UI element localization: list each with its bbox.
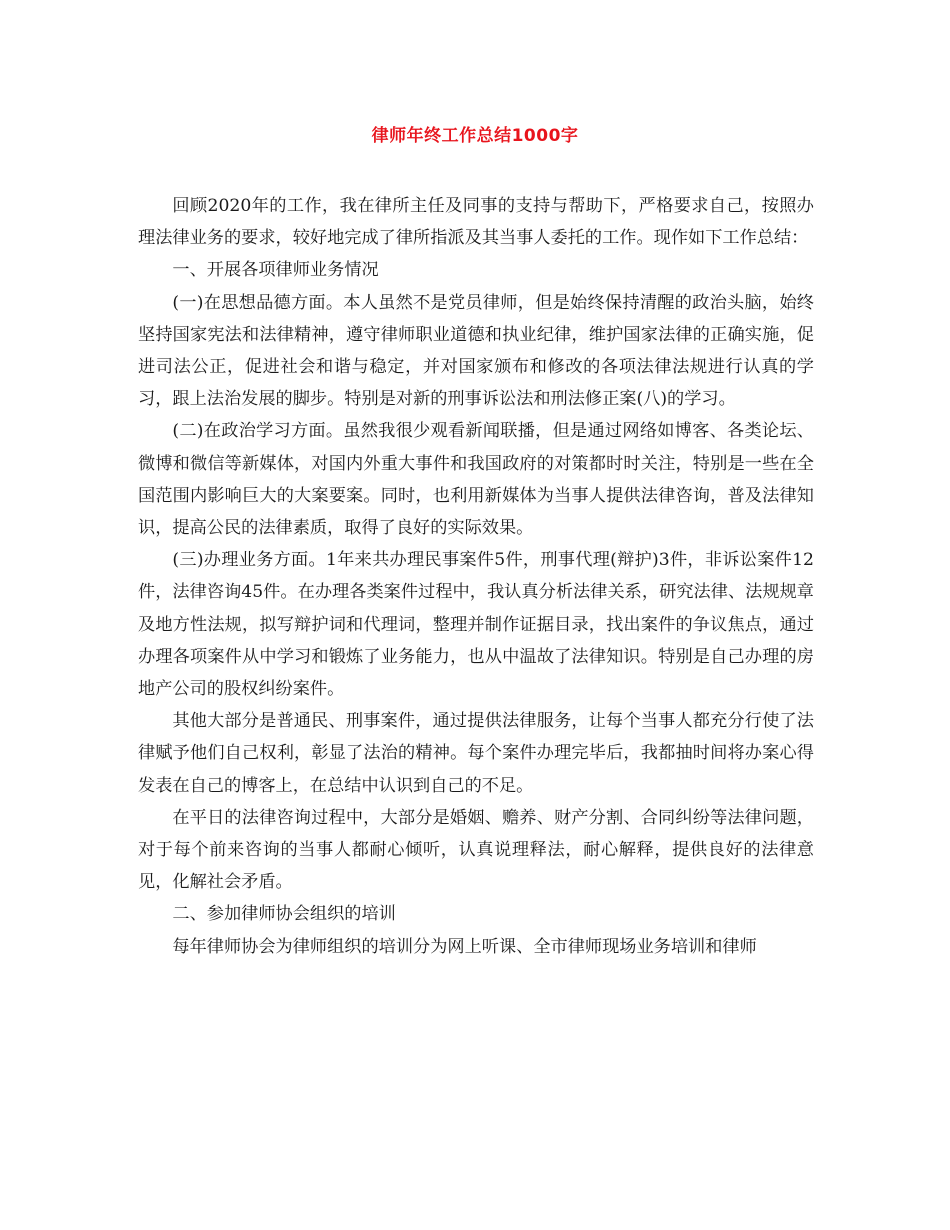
section-heading-1: 一、开展各项律师业务情况 — [172, 260, 379, 281]
paragraph-ideology: (一)在思想品德方面。本人虽然不是党员律师，但是始终保持清醒的政治头脑，始终坚持国家宪法和法律精神，遵守律师职业道德和执业纪律，维护国家法律的正确实施，促进司法公正，促进社会和谐与稳定，并对国家颁布和修改的各项法律法规进行认真的学习，跟上法治发展的脚步。特别是对新的刑事诉讼法和刑法修正案(八)的学习。 — [138, 292, 814, 410]
document-title: 律师年终工作总结1000字 — [371, 126, 579, 146]
paragraph-political-study: (二)在政治学习方面。虽然我很少观看新闻联播，但是通过网络如博客、各类论坛、微博和微信等新媒体，对国内外重大事件和我国政府的对策都时时关注，特别是一些在全国范围内影响巨大的大案要案。同时，也利用新媒体为当事人提供法律咨询，普及法律知识，提高公民的法律素质，取得了良好的实际效果。 — [138, 421, 814, 539]
paragraph-consultation: 在平日的法律咨询过程中，大部分是婚姻、赡养、财产分割、合同纠纷等法律问题，对于每个前来咨询的当事人都耐心倾听，认真说理释法，耐心解释，提供良好的法律意见，化解社会矛盾。 — [138, 807, 814, 893]
document-body — [138, 190, 814, 963]
paragraph-other-cases: 其他大部分是普通民、刑事案件，通过提供法律服务，让每个当事人都充分行使了法律赋予他们自己权利，彰显了法治的精神。每个案件办理完毕后，我都抽时间将办案心得发表在自己的博客上，在总结中认识到自己的不足。 — [138, 711, 814, 796]
paragraph-case-handling: (三)办理业务方面。1年来共办理民事案件5件，刑事代理(辩护)3件，非诉讼案件12 件，法律咨询45件。在办理各类案件过程中，我认真分析法律关系，研究法律、法规规章及地方性法规，拟写辩护词和代理词，整理并制作证据目录，找出案件的争议焦点，通过办理各项案件从中学习和锻炼了业务能力，也从中温故了法律知识。特别是自己办理的房地产公司的股权纠纷案件。 — [138, 550, 814, 700]
section-heading-2: 二、参加律师协会组织的培训 — [172, 904, 396, 925]
paragraph-training: 每年律师协会为律师组织的培训分为网上听课、全市律师现场业务培训和律师 — [172, 936, 757, 957]
paragraph-intro: 回顾2020年的工作，我在律所主任及同事的支持与帮助下，严格要求自己，按照办理法律业务的要求，较好地完成了律所指派及其当事人委托的工作。现作如下工作总结： — [138, 196, 814, 249]
